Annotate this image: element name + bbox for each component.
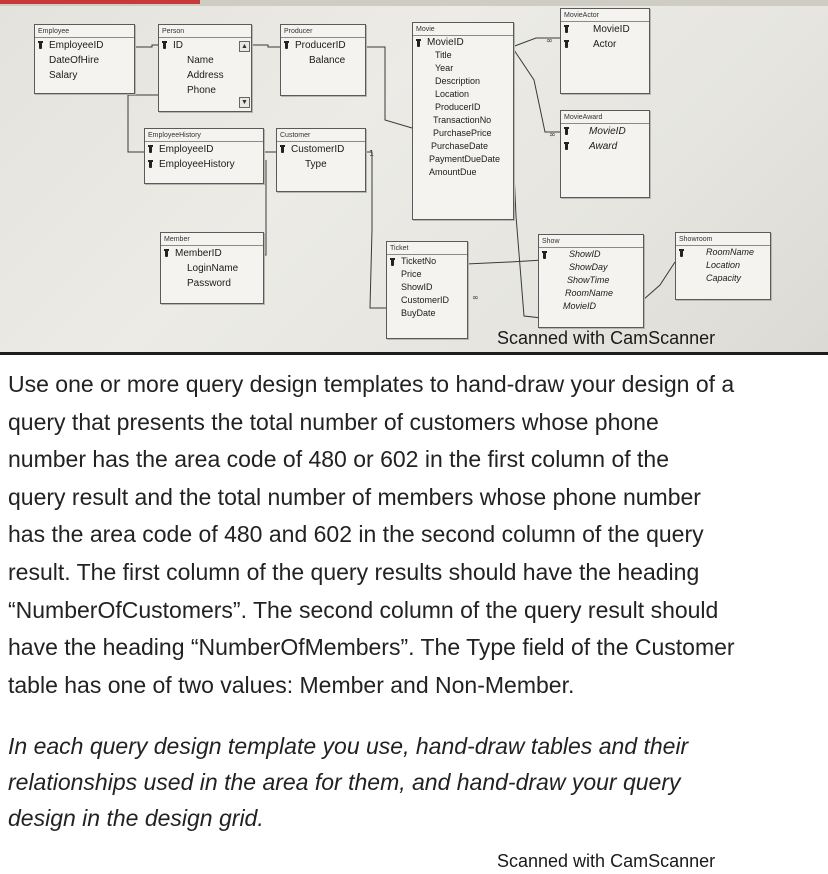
- field-location: Location: [435, 89, 470, 99]
- field-employeehistory: EmployeeHistory: [145, 157, 263, 172]
- rel-symbol-infinity: ∞: [549, 130, 556, 139]
- field-award: Award: [561, 139, 649, 154]
- table-title: Movie: [413, 23, 513, 36]
- field-customerid: CustomerID: [277, 142, 365, 157]
- table-ticket: [386, 241, 468, 339]
- field-ticketno: TicketNo: [387, 255, 467, 268]
- table-title: Person: [159, 25, 251, 38]
- table-customer: [276, 128, 366, 192]
- text-line: table has one of two values: Member and Non-Member.: [8, 671, 575, 698]
- table-title: Customer: [277, 129, 365, 142]
- field-phone: Phone: [187, 85, 216, 96]
- field-year: Year: [435, 63, 454, 73]
- text-line: Use one or more query design templates to hand-draw your design of a: [8, 371, 735, 397]
- rel-movie-movieaward: [512, 47, 560, 132]
- text-line: design in the design grid.: [8, 805, 264, 831]
- text-line: have the heading “NumberOfMembers”. The Type field of the Customer: [8, 634, 735, 661]
- table-movieaward: [560, 110, 650, 198]
- text-line: In each query design template you use, hand-draw tables and their: [8, 733, 689, 759]
- question-paragraph-1: [8, 366, 828, 704]
- rel-employee-person: [134, 45, 158, 47]
- table-show: [538, 234, 644, 328]
- table-person: [158, 24, 252, 112]
- table-title: MovieActor: [561, 9, 649, 22]
- table-title: Show: [539, 235, 643, 248]
- question-paragraph-2: [8, 728, 828, 836]
- field-movieid: MovieID: [413, 36, 513, 49]
- field-showtime: ShowTime: [567, 275, 610, 285]
- field-roomname: RoomName: [676, 246, 770, 259]
- field-id: ID: [159, 38, 251, 53]
- field-actor: Actor: [561, 37, 649, 52]
- table-title: EmployeeHistory: [145, 129, 263, 142]
- field-roomname: RoomName: [565, 288, 614, 298]
- field-paymentduedate: PaymentDueDate: [429, 154, 501, 164]
- table-title: Ticket: [387, 242, 467, 255]
- field-showid: ShowID: [539, 248, 643, 261]
- field-movieid: MovieID: [561, 124, 649, 139]
- table-title: Producer: [281, 25, 365, 38]
- field-description: Description: [435, 76, 481, 86]
- field-price: Price: [401, 269, 422, 279]
- table-title: Employee: [35, 25, 134, 38]
- question-text-scan: [0, 355, 828, 874]
- field-producerid: ProducerID: [281, 38, 365, 53]
- scroll-up-icon[interactable]: ▲: [239, 41, 250, 52]
- rel-symbol-infinity: ∞: [472, 293, 479, 302]
- field-title: Title: [435, 50, 452, 60]
- field-memberid: MemberID: [161, 246, 263, 261]
- field-showid: ShowID: [401, 282, 433, 292]
- table-movieactor: [560, 8, 650, 94]
- field-employeeid: EmployeeID: [145, 142, 263, 157]
- rel-person-producer: [252, 45, 280, 47]
- scanner-watermark: Scanned with CamScanner: [497, 851, 716, 871]
- field-password: Password: [187, 278, 231, 289]
- field-loginname: LoginName: [187, 263, 239, 274]
- field-customerid: CustomerID: [401, 295, 450, 305]
- field-transactionno: TransactionNo: [433, 115, 492, 125]
- field-employeeid: EmployeeID: [35, 38, 134, 53]
- field-purchasedate: PurchaseDate: [431, 141, 489, 151]
- field-address: Address: [187, 70, 224, 81]
- table-employeehistory: [144, 128, 264, 184]
- database-diagram-scan: [0, 0, 828, 352]
- rel-producer-movie: [364, 47, 412, 128]
- text-line: query result and the total number of members whose phone number: [8, 483, 701, 510]
- table-title: MovieAward: [561, 111, 649, 124]
- table-title: Member: [161, 233, 263, 246]
- table-employee: [34, 24, 135, 94]
- field-purchaseprice: PurchasePrice: [433, 128, 492, 138]
- table-movie: [412, 22, 514, 220]
- scanner-watermark: Scanned with CamScanner: [497, 328, 716, 348]
- text-line: relationships used in the area for them, and hand-draw your query: [8, 769, 681, 795]
- field-producerid: ProducerID: [435, 102, 481, 112]
- table-member: [160, 232, 264, 304]
- field-name: Name: [187, 55, 214, 66]
- field-buydate: BuyDate: [401, 308, 436, 318]
- field-balance: Balance: [309, 55, 346, 66]
- table-showroom: [675, 232, 771, 300]
- text-line: result. The first column of the query results should have the heading: [8, 558, 700, 585]
- field-type: Type: [305, 159, 327, 170]
- table-producer: [280, 24, 366, 96]
- field-capacity: Capacity: [706, 273, 742, 283]
- rel-movie-movieactor: [512, 38, 560, 47]
- field-movieid: MovieID: [561, 22, 649, 37]
- text-line: number has the area code of 480 or 602 in the first column of the: [8, 446, 670, 473]
- scroll-down-icon[interactable]: ▼: [239, 97, 250, 108]
- rel-show-showroom: [643, 262, 675, 300]
- table-title: Showroom: [676, 233, 770, 246]
- rel-symbol-one: 1: [369, 149, 375, 158]
- text-line: query that presents the total number of customers whose phone: [8, 408, 659, 435]
- field-showday: ShowDay: [569, 262, 608, 272]
- field-movieid: MovieID: [563, 301, 597, 311]
- rel-customer-ticket: [364, 152, 386, 308]
- field-amountdue: AmountDue: [429, 167, 477, 177]
- field-dateofhire: DateOfHire: [49, 55, 100, 66]
- text-line: “NumberOfCustomers”. The second column of the query result should: [8, 596, 719, 623]
- field-location: Location: [706, 260, 741, 270]
- rel-symbol-infinity: ∞: [546, 36, 553, 45]
- field-salary: Salary: [49, 70, 78, 81]
- text-line: has the area code of 480 and 602 in the second column of the query: [8, 521, 704, 548]
